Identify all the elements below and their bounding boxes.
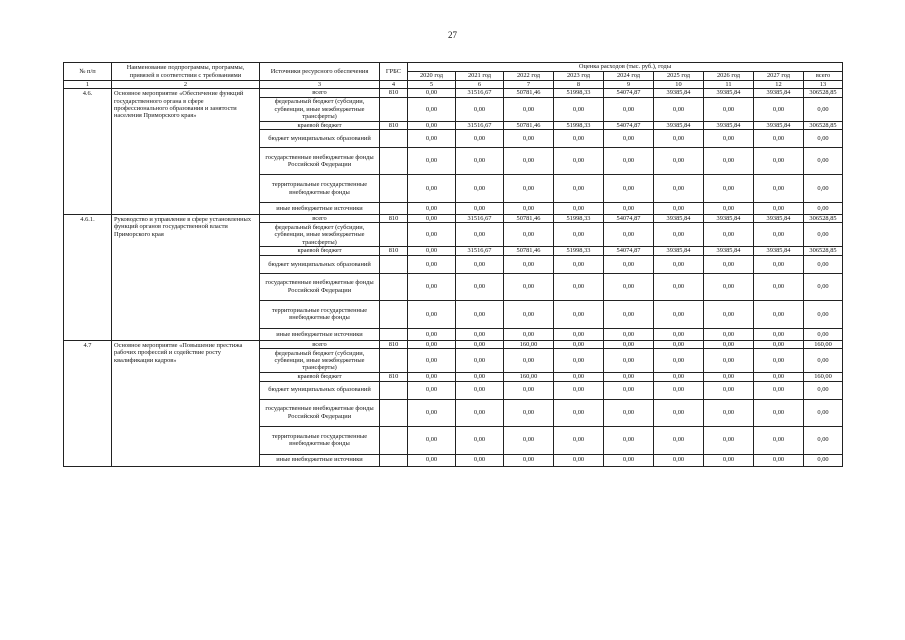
amount-cell: 0,00 <box>408 89 456 97</box>
amount-cell: 0,00 <box>654 175 704 203</box>
amount-cell: 0,00 <box>604 130 654 148</box>
amount-cell: 31516,67 <box>456 89 504 97</box>
grbs-code: 810 <box>380 373 408 381</box>
header-year: 2024 год <box>604 72 654 81</box>
amount-cell: 0,00 <box>504 349 554 373</box>
amount-cell: 54074,87 <box>604 121 654 129</box>
grbs-code <box>380 349 408 373</box>
amount-cell: 0,00 <box>456 148 504 175</box>
amount-cell: 160,00 <box>804 373 843 381</box>
amount-cell: 0,00 <box>554 349 604 373</box>
amount-cell: 306528,85 <box>804 121 843 129</box>
header-column-number: 5 <box>408 81 456 89</box>
grbs-code <box>380 300 408 328</box>
header-estimate: Оценка расходов (тыс. руб.), годы <box>408 63 843 72</box>
amount-cell: 0,00 <box>408 130 456 148</box>
amount-cell: 0,00 <box>804 148 843 175</box>
amount-cell: 0,00 <box>408 255 456 273</box>
amount-cell: 0,00 <box>456 373 504 381</box>
grbs-code: 810 <box>380 340 408 348</box>
amount-cell: 0,00 <box>754 255 804 273</box>
grbs-code <box>380 426 408 454</box>
amount-cell: 0,00 <box>804 97 843 121</box>
funding-source: краевой бюджет <box>260 121 380 129</box>
funding-source: территориальные государственные внебюджетные фонды <box>260 426 380 454</box>
amount-cell: 39385,84 <box>704 247 754 255</box>
amount-cell: 0,00 <box>754 130 804 148</box>
amount-cell: 0,00 <box>554 381 604 399</box>
amount-cell: 0,00 <box>754 328 804 340</box>
funding-source: территориальные государственные внебюджетные фонды <box>260 175 380 203</box>
amount-cell: 0,00 <box>554 454 604 466</box>
amount-cell: 39385,84 <box>654 121 704 129</box>
amount-cell: 39385,84 <box>704 89 754 97</box>
amount-cell: 0,00 <box>804 130 843 148</box>
amount-cell: 31516,67 <box>456 215 504 223</box>
header-column-number: 1 <box>64 81 112 89</box>
amount-cell: 0,00 <box>456 223 504 247</box>
header-column-number: 13 <box>804 81 843 89</box>
amount-cell: 0,00 <box>456 255 504 273</box>
amount-cell: 0,00 <box>704 148 754 175</box>
table-header <box>64 63 843 89</box>
amount-cell: 160,00 <box>504 373 554 381</box>
header-column-number: 8 <box>554 81 604 89</box>
group-name: Основное мероприятие «Повышение престижа рабочих профессий и содействие росту квалификации кадров» <box>112 340 260 466</box>
amount-cell: 0,00 <box>504 426 554 454</box>
amount-cell: 0,00 <box>554 273 604 300</box>
funding-source: иные внебюджетные источники <box>260 328 380 340</box>
amount-cell: 0,00 <box>456 454 504 466</box>
header-year: 2021 год <box>456 72 504 81</box>
grbs-code <box>380 130 408 148</box>
grbs-code <box>380 454 408 466</box>
funding-source: иные внебюджетные источники <box>260 203 380 215</box>
amount-cell: 0,00 <box>704 203 754 215</box>
amount-cell: 0,00 <box>408 426 456 454</box>
amount-cell: 0,00 <box>704 300 754 328</box>
amount-cell: 39385,84 <box>654 247 704 255</box>
amount-cell: 0,00 <box>408 454 456 466</box>
amount-cell: 51998,33 <box>554 215 604 223</box>
amount-cell: 51998,33 <box>554 89 604 97</box>
amount-cell: 0,00 <box>804 399 843 426</box>
amount-cell: 0,00 <box>604 399 654 426</box>
header-column-number: 10 <box>654 81 704 89</box>
amount-cell: 39385,84 <box>754 121 804 129</box>
amount-cell: 0,00 <box>754 148 804 175</box>
amount-cell: 0,00 <box>654 255 704 273</box>
amount-cell: 0,00 <box>408 373 456 381</box>
amount-cell: 51998,33 <box>554 121 604 129</box>
header-year: 2026 год <box>704 72 754 81</box>
amount-cell: 31516,67 <box>456 121 504 129</box>
page-number: 27 <box>448 30 457 40</box>
funding-source: федеральный бюджет (субсидии, субвенции, иные межбюджетные трансферты) <box>260 349 380 373</box>
amount-cell: 0,00 <box>654 273 704 300</box>
amount-cell: 0,00 <box>754 175 804 203</box>
amount-cell: 0,00 <box>704 223 754 247</box>
amount-cell: 0,00 <box>408 399 456 426</box>
grbs-code: 810 <box>380 121 408 129</box>
amount-cell: 0,00 <box>408 175 456 203</box>
header-column-number: 4 <box>380 81 408 89</box>
grbs-code <box>380 328 408 340</box>
amount-cell: 0,00 <box>754 203 804 215</box>
amount-cell: 0,00 <box>408 148 456 175</box>
funding-source: иные внебюджетные источники <box>260 454 380 466</box>
amount-cell: 0,00 <box>804 223 843 247</box>
amount-cell: 0,00 <box>654 426 704 454</box>
amount-cell: 0,00 <box>554 328 604 340</box>
amount-cell: 0,00 <box>604 255 654 273</box>
amount-cell: 0,00 <box>456 130 504 148</box>
amount-cell: 0,00 <box>654 381 704 399</box>
amount-cell: 0,00 <box>704 255 754 273</box>
amount-cell: 0,00 <box>504 223 554 247</box>
amount-cell: 54074,87 <box>604 89 654 97</box>
amount-cell: 0,00 <box>408 381 456 399</box>
header-column-number: 2 <box>112 81 260 89</box>
amount-cell: 50781,46 <box>504 247 554 255</box>
amount-cell: 0,00 <box>704 349 754 373</box>
header-numbers-row <box>64 81 843 89</box>
header-year: 2023 год <box>554 72 604 81</box>
amount-cell: 0,00 <box>804 454 843 466</box>
funding-source: государственные внебюджетные фонды Российской Федерации <box>260 399 380 426</box>
amount-cell: 0,00 <box>504 273 554 300</box>
header-source: Источники ресурсного обеспечения <box>260 63 380 81</box>
amount-cell: 0,00 <box>654 97 704 121</box>
amount-cell: 0,00 <box>804 328 843 340</box>
amount-cell: 0,00 <box>554 148 604 175</box>
amount-cell: 0,00 <box>654 203 704 215</box>
amount-cell: 0,00 <box>504 148 554 175</box>
amount-cell: 0,00 <box>456 399 504 426</box>
grbs-code <box>380 255 408 273</box>
amount-cell: 0,00 <box>554 223 604 247</box>
amount-cell: 0,00 <box>704 373 754 381</box>
header-year: 2020 год <box>408 72 456 81</box>
grbs-code: 810 <box>380 215 408 223</box>
amount-cell: 0,00 <box>456 426 504 454</box>
header-column-number: 6 <box>456 81 504 89</box>
header-name: Наименование подпрограммы, программы, привязей в соответствии с требованиями <box>112 63 260 81</box>
amount-cell: 0,00 <box>456 340 504 348</box>
table-row <box>64 89 843 97</box>
amount-cell: 0,00 <box>408 223 456 247</box>
amount-cell: 39385,84 <box>754 215 804 223</box>
funding-source: краевой бюджет <box>260 373 380 381</box>
group-name: Руководство и управление в сфере установленных функций органов государственной власти Приморского края <box>112 215 260 341</box>
amount-cell: 0,00 <box>504 399 554 426</box>
amount-cell: 0,00 <box>456 349 504 373</box>
amount-cell: 0,00 <box>654 399 704 426</box>
amount-cell: 0,00 <box>804 255 843 273</box>
amount-cell: 39385,84 <box>704 215 754 223</box>
amount-cell: 0,00 <box>504 175 554 203</box>
amount-cell: 0,00 <box>654 328 704 340</box>
funding-source: бюджет муниципальных образований <box>260 255 380 273</box>
amount-cell: 0,00 <box>408 349 456 373</box>
amount-cell: 51998,33 <box>554 247 604 255</box>
grbs-code <box>380 203 408 215</box>
amount-cell: 0,00 <box>554 300 604 328</box>
group-index: 4.6. <box>64 89 112 215</box>
grbs-code <box>380 223 408 247</box>
header-column-number: 11 <box>704 81 754 89</box>
amount-cell: 54074,87 <box>604 247 654 255</box>
amount-cell: 0,00 <box>408 328 456 340</box>
amount-cell: 54074,87 <box>604 215 654 223</box>
amount-cell: 0,00 <box>456 300 504 328</box>
amount-cell: 0,00 <box>754 223 804 247</box>
amount-cell: 306528,85 <box>804 247 843 255</box>
header-grbs: ГРБС <box>380 63 408 81</box>
header-column-number: 3 <box>260 81 380 89</box>
amount-cell: 0,00 <box>704 340 754 348</box>
amount-cell: 0,00 <box>704 130 754 148</box>
amount-cell: 0,00 <box>504 255 554 273</box>
funding-source: территориальные государственные внебюджетные фонды <box>260 300 380 328</box>
amount-cell: 0,00 <box>704 426 754 454</box>
amount-cell: 0,00 <box>654 130 704 148</box>
amount-cell: 0,00 <box>604 97 654 121</box>
amount-cell: 39385,84 <box>654 215 704 223</box>
amount-cell: 160,00 <box>804 340 843 348</box>
amount-cell: 0,00 <box>504 454 554 466</box>
group-index: 4.7 <box>64 340 112 466</box>
amount-cell: 0,00 <box>408 215 456 223</box>
funding-source: федеральный бюджет (субсидии, субвенции, иные межбюджетные трансферты) <box>260 223 380 247</box>
amount-cell: 0,00 <box>654 223 704 247</box>
header-year: 2027 год <box>754 72 804 81</box>
amount-cell: 0,00 <box>604 454 654 466</box>
amount-cell: 0,00 <box>554 255 604 273</box>
amount-cell: 39385,84 <box>654 89 704 97</box>
amount-cell: 0,00 <box>754 454 804 466</box>
header-year: 2025 год <box>654 72 704 81</box>
amount-cell: 0,00 <box>604 381 654 399</box>
amount-cell: 0,00 <box>604 340 654 348</box>
amount-cell: 0,00 <box>456 328 504 340</box>
amount-cell: 0,00 <box>408 97 456 121</box>
amount-cell: 0,00 <box>604 223 654 247</box>
amount-cell: 0,00 <box>754 426 804 454</box>
amount-cell: 50781,46 <box>504 121 554 129</box>
amount-cell: 0,00 <box>554 130 604 148</box>
amount-cell: 0,00 <box>754 373 804 381</box>
header-column-number: 7 <box>504 81 554 89</box>
amount-cell: 0,00 <box>654 349 704 373</box>
header-year: 2022 год <box>504 72 554 81</box>
grbs-code: 810 <box>380 247 408 255</box>
amount-cell: 0,00 <box>804 426 843 454</box>
amount-cell: 0,00 <box>704 273 754 300</box>
amount-cell: 0,00 <box>456 175 504 203</box>
amount-cell: 0,00 <box>456 273 504 300</box>
grbs-code <box>380 381 408 399</box>
grbs-code <box>380 273 408 300</box>
amount-cell: 39385,84 <box>754 89 804 97</box>
amount-cell: 0,00 <box>604 203 654 215</box>
table-row <box>64 215 843 223</box>
amount-cell: 0,00 <box>604 273 654 300</box>
funding-source: государственные внебюджетные фонды Российской Федерации <box>260 273 380 300</box>
group-name: Основное мероприятие «Обеспечение функций государственного органа в сфере профессионального образования и занятости населения Приморского края» <box>112 89 260 215</box>
amount-cell: 0,00 <box>504 130 554 148</box>
funding-source: всего <box>260 89 380 97</box>
amount-cell: 0,00 <box>704 381 754 399</box>
grbs-code <box>380 97 408 121</box>
amount-cell: 0,00 <box>504 300 554 328</box>
funding-source: государственные внебюджетные фонды Российской Федерации <box>260 148 380 175</box>
amount-cell: 0,00 <box>408 340 456 348</box>
amount-cell: 0,00 <box>504 328 554 340</box>
table-body <box>64 89 843 466</box>
funding-source: бюджет муниципальных образований <box>260 130 380 148</box>
amount-cell: 0,00 <box>554 203 604 215</box>
grbs-code <box>380 148 408 175</box>
amount-cell: 0,00 <box>408 121 456 129</box>
amount-cell: 0,00 <box>604 175 654 203</box>
amount-cell: 0,00 <box>804 273 843 300</box>
amount-cell: 39385,84 <box>704 121 754 129</box>
amount-cell: 0,00 <box>604 300 654 328</box>
amount-cell: 306528,85 <box>804 89 843 97</box>
amount-cell: 0,00 <box>754 340 804 348</box>
amount-cell: 0,00 <box>804 175 843 203</box>
amount-cell: 0,00 <box>554 373 604 381</box>
amount-cell: 0,00 <box>554 175 604 203</box>
amount-cell: 50781,46 <box>504 215 554 223</box>
header-column-number: 12 <box>754 81 804 89</box>
amount-cell: 0,00 <box>704 175 754 203</box>
amount-cell: 0,00 <box>654 454 704 466</box>
funding-source: бюджет муниципальных образований <box>260 381 380 399</box>
amount-cell: 31516,67 <box>456 247 504 255</box>
amount-cell: 0,00 <box>604 349 654 373</box>
grbs-code <box>380 175 408 203</box>
funding-source: федеральный бюджет (субсидии, субвенции, иные межбюджетные трансферты) <box>260 97 380 121</box>
funding-source: всего <box>260 340 380 348</box>
amount-cell: 0,00 <box>408 203 456 215</box>
amount-cell: 0,00 <box>754 97 804 121</box>
amount-cell: 0,00 <box>654 300 704 328</box>
amount-cell: 0,00 <box>504 97 554 121</box>
amount-cell: 0,00 <box>754 399 804 426</box>
amount-cell: 0,00 <box>604 328 654 340</box>
amount-cell: 0,00 <box>554 426 604 454</box>
amount-cell: 0,00 <box>804 381 843 399</box>
amount-cell: 0,00 <box>654 340 704 348</box>
amount-cell: 39385,84 <box>754 247 804 255</box>
amount-cell: 0,00 <box>704 399 754 426</box>
grbs-code <box>380 399 408 426</box>
amount-cell: 0,00 <box>754 349 804 373</box>
amount-cell: 0,00 <box>456 381 504 399</box>
amount-cell: 306528,85 <box>804 215 843 223</box>
amount-cell: 160,00 <box>504 340 554 348</box>
budget-table <box>63 62 843 467</box>
header-year: всего <box>804 72 843 81</box>
amount-cell: 0,00 <box>604 148 654 175</box>
amount-cell: 0,00 <box>754 381 804 399</box>
amount-cell: 0,00 <box>604 373 654 381</box>
amount-cell: 0,00 <box>654 373 704 381</box>
amount-cell: 0,00 <box>456 97 504 121</box>
amount-cell: 50781,46 <box>504 89 554 97</box>
header-no: № п/п <box>64 63 112 81</box>
header-column-number: 9 <box>604 81 654 89</box>
amount-cell: 0,00 <box>504 203 554 215</box>
amount-cell: 0,00 <box>504 381 554 399</box>
amount-cell: 0,00 <box>554 340 604 348</box>
funding-source: всего <box>260 215 380 223</box>
amount-cell: 0,00 <box>604 426 654 454</box>
amount-cell: 0,00 <box>408 300 456 328</box>
amount-cell: 0,00 <box>456 203 504 215</box>
amount-cell: 0,00 <box>754 300 804 328</box>
amount-cell: 0,00 <box>804 203 843 215</box>
amount-cell: 0,00 <box>754 273 804 300</box>
amount-cell: 0,00 <box>554 97 604 121</box>
amount-cell: 0,00 <box>704 454 754 466</box>
grbs-code: 810 <box>380 89 408 97</box>
group-index: 4.6.1. <box>64 215 112 341</box>
amount-cell: 0,00 <box>554 399 604 426</box>
amount-cell: 0,00 <box>704 328 754 340</box>
amount-cell: 0,00 <box>408 247 456 255</box>
amount-cell: 0,00 <box>804 349 843 373</box>
table-row <box>64 340 843 348</box>
amount-cell: 0,00 <box>804 300 843 328</box>
amount-cell: 0,00 <box>704 97 754 121</box>
funding-source: краевой бюджет <box>260 247 380 255</box>
amount-cell: 0,00 <box>408 273 456 300</box>
amount-cell: 0,00 <box>654 148 704 175</box>
